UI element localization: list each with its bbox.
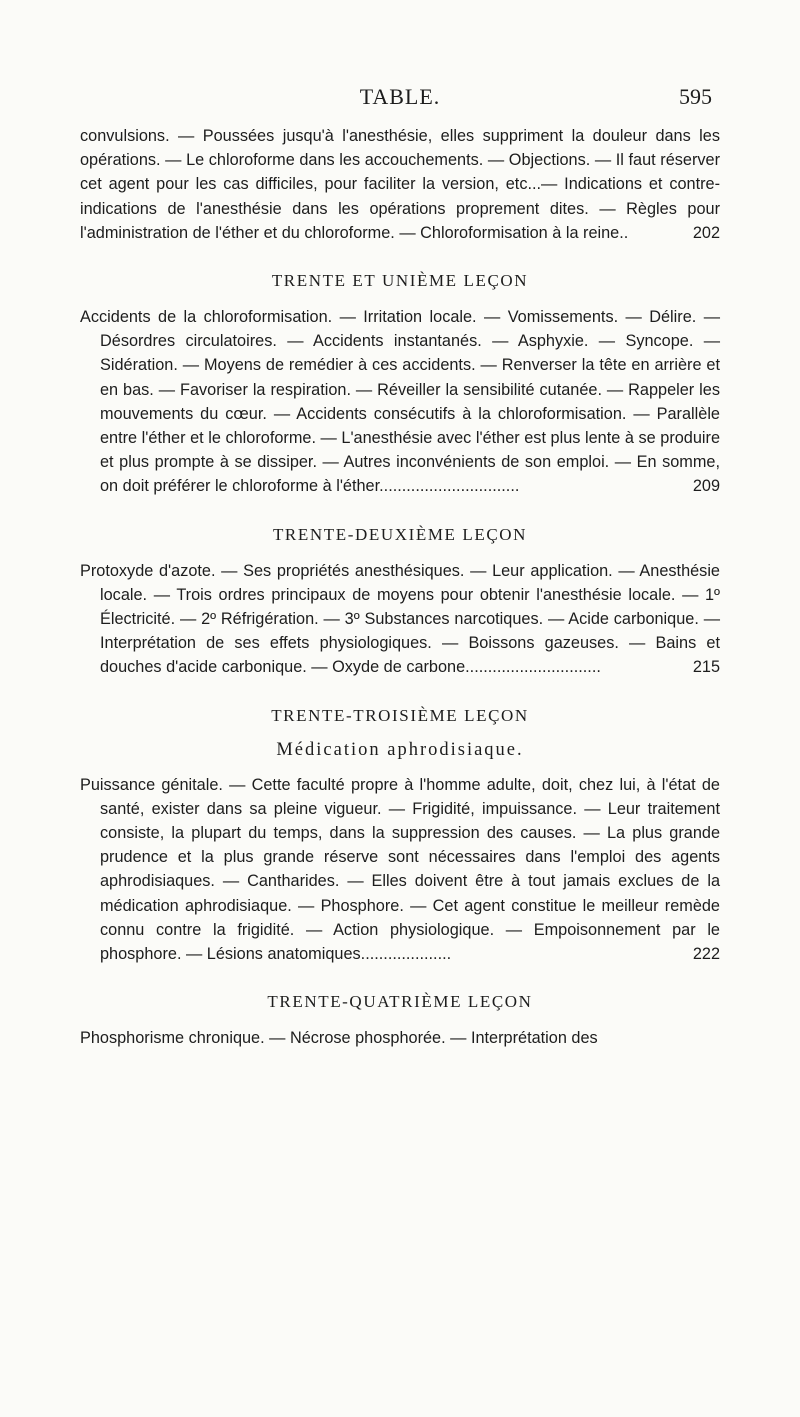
running-title: TABLE. [359,84,441,109]
lesson-subheading: Médication aphrodisiaque. [276,739,524,760]
lesson-text: Accidents de la chloroformisation. — Irritation locale. — Vomissements. — Délire. — Désordres circulatoires. — Accidents instantanés. — Asphyxie. — Syncope. — Sidération. — Moyens de remédier à ces accidents. — Renverser la tête en arrière et en bas. — Favoriser la respiration. — Réveiller la sensibilité cutanée. — Rappeler les mouvements du cœur. — Accidents consécutifs à la chloroformisation. — Parallèle entre l'éther et le chloroforme. — L'anesthésie avec l'éther est plus lente à se produire et plus prompte à se dissiper. — Autres inconvénients de son emploi. — En somme, on doit préférer le chloroforme à l'éther [80,308,720,496]
running-header [80,84,720,124]
lesson-heading: TRENTE-TROISIÈME LEÇON [271,705,529,725]
lesson-page-ref: 222 [692,945,720,964]
page-number: 595 [679,84,712,109]
lesson-page-ref: 209 [692,477,720,496]
lesson-31 [80,271,720,499]
lesson-dots: .................... [360,945,452,964]
lesson-32 [80,525,720,680]
intro-text: convulsions. — Poussées jusqu'à l'anesthésie, elles suppriment la douleur dans les opérations. — Le chloroforme dans les accouchements. — Objections. — Il faut réserver cet agent pour les cas difficiles, pour faciliter la version, etc...— Indications et contre-indications de l'anesthésie dans les opérations proprement dites. — Règles pour l'administration de l'éther et du chloroforme. — Chloroformisation à la reine. [80,127,720,242]
intro-page-ref: 202 [692,223,720,242]
lesson-page-ref: 215 [692,658,720,677]
lesson-dots: .............................. [465,658,601,677]
lesson-text: Protoxyde d'azote. — Ses propriétés anesthésiques. — Leur application. — Anesthésie locale. — Trois ordres principaux de moyens pour obtenir l'anesthésie locale. — 1º Électricité. — 2º Réfrigération. — 3º Substances narcotiques. — Acide carbonique. — Interprétation de ses effets physiologiques. — Boissons gazeuses. — Bains et douches d'acide carbonique. — Oxyde de carbone [80,561,720,677]
lesson-heading: TRENTE-QUATRIÈME LEÇON [267,992,533,1012]
page [80,84,720,1050]
lesson-text: Phosphorisme chronique. — Nécrose phosphorée. — Interprétation des [80,1029,598,1048]
lesson-entry [80,1026,720,1050]
lesson-33 [80,706,720,967]
lesson-entry [80,305,720,499]
intro-dots: . [623,223,629,242]
intro-entry [80,124,720,245]
lesson-heading: TRENTE ET UNIÈME LEÇON [271,271,529,291]
lesson-entry [80,559,720,680]
lesson-dots: ............................... [379,477,520,496]
lesson-entry [80,773,720,967]
lesson-34 [80,992,720,1050]
lesson-heading: TRENTE-DEUXIÈME LEÇON [272,524,528,544]
lesson-text: Puissance génitale. — Cette faculté propre à l'homme adulte, doit, chez lui, à l'état de santé, exister dans sa pleine vigueur. — Frigidité, impuissance. — Leur traitement consiste, la plupart du temps, dans la suppression des causes. — La plus grande prudence et la plus grande réserve sont nécessaires dans l'emploi des agents aphrodisiaques. — Cantharides. — Elles doivent être à tout jamais exclues de la médication aphrodisiaque. — Phosphore. — Cet agent constitue le meilleur remède connu contre la frigidité. — Action physiologique. — Empoisonnement par le phosphore. — Lésions anatomiques [80,775,720,964]
